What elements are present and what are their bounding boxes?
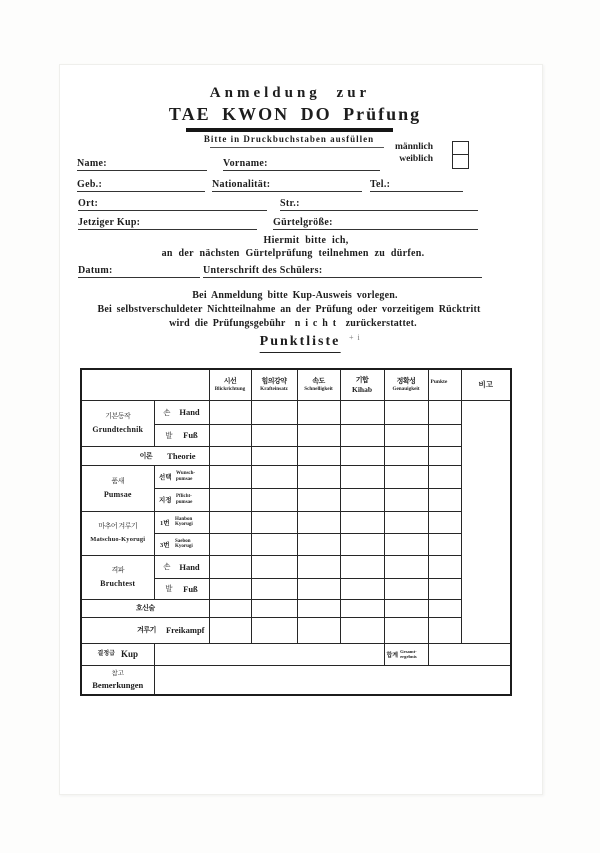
sub-saebon-ko: 3번 [159,541,170,549]
score-cell [384,599,428,617]
score-cell [384,578,428,599]
gender-male-label: männlich [394,142,433,152]
row-bruchtest-hand [81,555,511,578]
row-kyorugi-hanbon [81,511,511,533]
sub-pflicht-ko: 지정 [158,497,172,504]
score-cell [297,617,340,643]
geb-field-line [77,191,205,192]
remarks-column-cell [461,400,511,643]
sub-hanbon-ko: 1번 [159,519,170,527]
ort-field-line [78,210,267,211]
str-field-line [280,210,478,211]
sub-kyorugi-hanbon [154,511,209,533]
score-cell [209,488,251,511]
bemerkungen-ko: 참고 [111,670,125,678]
header-genauigkeit-de: Genauigkeit [392,385,420,392]
score-cell [209,533,251,555]
header-row [81,369,511,400]
score-cell [209,465,251,488]
score-cell [428,555,461,578]
ort-label: Ort: [78,198,99,209]
header-kihab-de: Kihab [351,384,372,394]
row-bemerkungen [81,665,511,695]
score-cell [297,465,340,488]
score-cell [209,424,251,446]
score-cell [340,599,384,617]
score-cell [297,424,340,446]
header-punkte-de: Punkte [430,379,448,386]
total-de: Gesamt-ergebnis [400,649,417,659]
category-kyorugi-ko: 마추어 겨루기 [98,522,138,530]
jetziger-kup-field-line [78,229,257,230]
category-hosinsul-ko: 호신술 [135,604,155,612]
header-krafteinsatz-ko: 힘의강약 [261,376,287,385]
geb-label: Geb.: [77,179,103,190]
score-cell [384,511,428,533]
score-cell [340,488,384,511]
header-blickrichtung [209,369,251,400]
subtitle-rule [210,147,384,148]
score-cell [251,555,297,578]
score-cell [297,446,340,465]
category-grundtechnik-de: Grundtechnik [92,425,144,434]
header-genauigkeit-ko: 정확성 [396,376,416,385]
category-freikampf-de: Freikampf [165,625,205,635]
kup-result-ko: 결정급 [97,650,115,657]
header-krafteinsatz-de: Krafteinsatz [260,385,288,392]
score-cell [428,617,461,643]
sub-grundtechnik-hand [154,400,209,424]
total-ko: 합계 [386,652,399,659]
score-cell [384,424,428,446]
vorname-label: Vorname: [223,158,268,169]
score-cell [384,617,428,643]
sub-hand-ko: 손 [163,407,171,417]
score-cell [340,424,384,446]
category-bruchtest [81,555,154,599]
handwritten-mark: + i [349,333,361,342]
score-cell [251,578,297,599]
bemerkungen-blank-cell [154,665,511,695]
score-cell [209,511,251,533]
score-cell [251,465,297,488]
category-freikampf [81,617,209,643]
header-schnelligkeit [297,369,340,400]
score-cell [251,511,297,533]
score-cell [384,555,428,578]
score-cell [209,578,251,599]
score-cell [428,599,461,617]
header-kihab [340,369,384,400]
category-theorie [81,446,209,465]
nationalitaet-field-line [212,191,362,192]
sub-hand-de: Hand [179,561,200,572]
score-cell [428,465,461,488]
category-grundtechnik [81,400,154,446]
category-kyorugi-de: Matschuo-Kyorugi [90,536,146,543]
category-pumsae [81,465,154,511]
sub-kyorugi-saebon [154,533,209,555]
guertelgroesse-label: Gürtelgröße: [273,217,333,228]
datum-field-line [78,277,200,278]
score-cell [297,400,340,424]
header-bigo-ko: 비고 [478,380,493,390]
datum-label: Datum: [78,265,113,276]
form-subtitle: Bitte in Druckbuchstaben ausfüllen [203,134,375,144]
header-blickrichtung-ko: 시선 [223,376,237,385]
header-kihab-ko: 기합 [355,375,369,384]
name-field-line [77,170,207,171]
category-freikampf-ko: 겨루기 [137,626,156,634]
category-pumsae-ko: 품새 [111,477,125,485]
name-label: Name: [77,158,107,169]
bemerkungen-de: Bemerkungen [92,680,144,691]
sub-grundtechnik-fuss [154,424,209,446]
statement-line2: an der nächsten Gürtelprüfung teilnehmen zu dürfen. [161,248,425,259]
punktliste-table [80,368,512,696]
tel-field-line [370,191,463,192]
sub-hand-ko: 손 [163,562,171,571]
sub-fuss-de: Fuß [183,583,198,594]
sub-fuss-ko: 발 [165,584,173,593]
score-cell [428,400,461,424]
vorname-field-line [223,170,380,171]
sub-wahl-ko: 선택 [158,474,172,481]
header-punkte [428,369,461,400]
header-schnelligkeit-ko: 속도 [312,376,325,385]
score-cell [384,446,428,465]
score-cell [297,599,340,617]
score-cell [428,511,461,533]
punktliste-title: Punktliste [260,334,341,353]
total-label [384,643,428,665]
score-cell [384,400,428,424]
total-blank-cell [428,643,511,665]
sub-bruchtest-hand [154,555,209,578]
guertelgroesse-field-line [273,229,478,230]
header-krafteinsatz [251,369,297,400]
category-theorie-ko: 이론 [139,451,153,460]
jetziger-kup-label: Jetziger Kup: [78,217,141,228]
score-cell [209,599,251,617]
score-cell [340,533,384,555]
score-cell [340,400,384,424]
title-rule [186,128,393,132]
category-grundtechnik-ko: 기본동작 [105,412,131,420]
score-cell [297,555,340,578]
header-bigo [461,369,511,400]
sub-fuss-ko: 발 [165,430,173,440]
gender-female-label: weiblich [399,154,433,164]
category-theorie-de: Theorie [167,450,196,461]
category-kyorugi [81,511,154,555]
nationalitaet-label: Nationalität: [212,179,271,190]
bemerkungen-label [81,665,154,695]
score-cell [384,465,428,488]
form-title-line1: Anmeldung zur [209,85,371,101]
score-cell [251,533,297,555]
score-cell [340,511,384,533]
score-cell [384,533,428,555]
tel-label: Tel.: [370,179,391,190]
score-cell [428,578,461,599]
gender-checkbox-divider [453,154,468,155]
kup-result-blank-cell [154,643,384,665]
score-cell [340,446,384,465]
score-cell [251,599,297,617]
score-cell [297,578,340,599]
score-cell [251,617,297,643]
score-cell [428,446,461,465]
sub-hand-de: Hand [179,407,200,417]
notice-line3: wird die Prüfungsgebühr n i c h t zurückerstattet. [169,318,417,329]
gender-labels [371,141,433,165]
header-schnelligkeit-de: Schnelligkeit [304,385,333,392]
score-cell [251,446,297,465]
score-cell [428,488,461,511]
sub-wahl-de: Wunsch-pumsae [176,471,196,482]
statement-line1: Hiermit bitte ich, [263,235,349,246]
score-cell [340,617,384,643]
sub-hanbon-de: Hanbon Kyorugi [175,516,193,527]
sub-saebon-de: Saebon Kyorugi [175,538,193,549]
score-cell [384,488,428,511]
score-cell [251,488,297,511]
row-hosinsul [81,599,511,617]
row-theorie [81,446,511,465]
score-cell [251,424,297,446]
score-cell [209,555,251,578]
kup-result-de: Kup [120,649,138,659]
unterschrift-field-line [203,277,482,278]
notice-line1: Bei Anmeldung bitte Kup-Ausweis vorlegen. [192,290,398,301]
score-cell [428,533,461,555]
gender-checkbox [452,141,469,169]
sub-fuss-de: Fuß [183,430,198,440]
unterschrift-label: Unterschrift des Schülers: [203,265,323,276]
header-empty-cell [81,369,209,400]
category-hosinsul [81,599,209,617]
header-genauigkeit [384,369,428,400]
score-cell [297,511,340,533]
score-cell [297,488,340,511]
score-cell [209,617,251,643]
score-cell [340,578,384,599]
kup-result-label [81,643,154,665]
score-cell [340,465,384,488]
header-blickrichtung-de: Blickrichtung [214,385,246,392]
score-cell [428,424,461,446]
sub-pumsae-wahl [154,465,209,488]
form-title-line2: TAE KWON DO Prüfung [168,104,422,124]
sub-pflicht-de: Pflicht-pumsae [176,494,193,505]
category-pumsae-de: Pumsae [103,490,132,499]
score-cell [340,555,384,578]
sub-pumsae-pflicht [154,488,209,511]
str-label: Str.: [280,198,300,209]
category-bruchtest-ko: 격파 [111,566,125,574]
sub-bruchtest-fuss [154,578,209,599]
row-freikampf [81,617,511,643]
category-bruchtest-de: Bruchtest [100,579,136,588]
notice-line2: Bei selbstverschuldeter Nichtteilnahme an der Prüfung oder vorzeitigem Rücktritt [97,304,481,315]
row-pumsae-wahl [81,465,511,488]
score-cell [297,533,340,555]
score-cell [209,400,251,424]
score-cell [251,400,297,424]
score-cell [209,446,251,465]
row-grundtechnik-hand [81,400,511,424]
row-kup-result [81,643,511,665]
